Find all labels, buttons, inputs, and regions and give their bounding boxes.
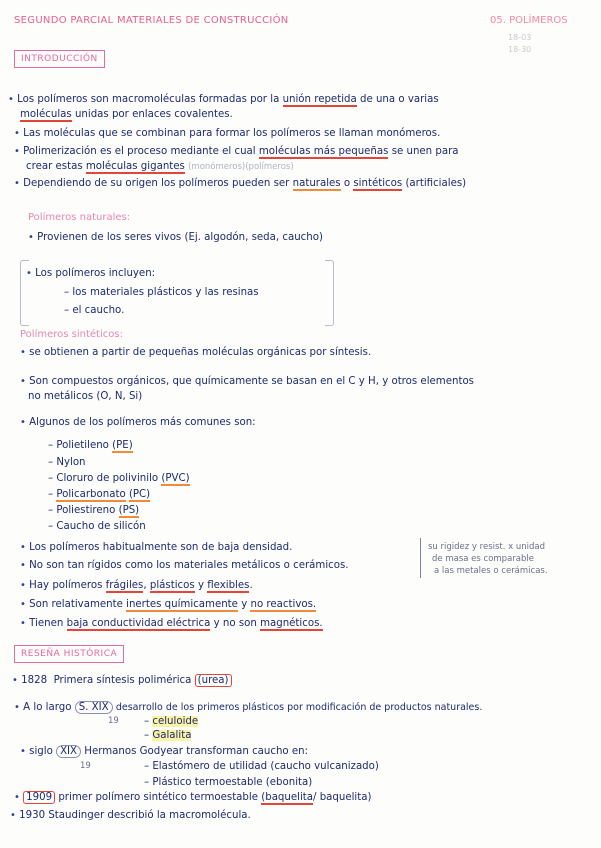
century-note: 19 bbox=[80, 761, 91, 771]
dash-icon: – bbox=[64, 287, 70, 298]
bracket-right bbox=[325, 260, 334, 326]
highlight-span: unión repetida bbox=[282, 94, 357, 105]
polymer-abbr: (PE) bbox=[112, 440, 133, 451]
dash-icon: – bbox=[144, 761, 150, 772]
highlight-span: magnéticos. bbox=[260, 618, 323, 629]
text-span: Son relativamente bbox=[29, 599, 123, 610]
bullet-icon: • bbox=[20, 560, 26, 571]
bullet-icon: • bbox=[20, 542, 26, 553]
history-3 bbox=[20, 746, 308, 757]
bullet-icon: • bbox=[20, 417, 26, 428]
bullet-icon: • bbox=[20, 347, 26, 358]
natural-bullet-1 bbox=[28, 232, 323, 243]
intro-bullet-3 bbox=[14, 146, 459, 157]
bullet-icon: • bbox=[12, 675, 18, 686]
dash-icon: – bbox=[48, 521, 54, 532]
dash-icon: – bbox=[64, 305, 70, 316]
date-line-2: 18-30 bbox=[508, 45, 532, 54]
natural-section-label: Polímeros naturales: bbox=[28, 212, 131, 223]
intro-bullet-1 bbox=[8, 94, 439, 105]
text-span: los materiales plásticos y las resinas bbox=[72, 287, 259, 298]
text-span: Plástico termoestable (ebonita) bbox=[152, 777, 313, 788]
highlight-span: moléculas más pequeñas bbox=[258, 146, 389, 157]
prop-bullet-3: • Hay polímeros frágiles, plásticos y flexibles. bbox=[20, 580, 253, 591]
text-span: Hay polímeros bbox=[29, 580, 103, 591]
text-span: No son tan rígidos como los materiales metálicos o cerámicos. bbox=[29, 560, 349, 571]
text-span: y bbox=[241, 599, 248, 610]
intro-bullet-1-cont bbox=[20, 109, 233, 120]
bullet-icon: • bbox=[20, 580, 26, 591]
text-span: / baquelita) bbox=[313, 792, 372, 803]
highlight-span: Galalita bbox=[152, 730, 192, 741]
text-span: siglo bbox=[29, 746, 53, 757]
text-span: (monómeros)(polímeros) bbox=[188, 162, 294, 172]
bullet-icon: • bbox=[20, 746, 26, 757]
dash-icon: – bbox=[48, 440, 54, 451]
polymer-item bbox=[48, 505, 139, 516]
circled-text: S. XIX bbox=[75, 701, 113, 714]
text-span: Dependiendo de su origen los polímeros pueden ser bbox=[23, 178, 290, 189]
highlight-span: moléculas bbox=[20, 109, 72, 120]
natural-include-2 bbox=[64, 305, 124, 316]
polymer-name: Cloruro de polivinilo bbox=[56, 473, 159, 484]
polymer-item bbox=[48, 457, 86, 468]
text-span: Algunos de los polímeros más comunes son: bbox=[29, 417, 256, 428]
text-span: Las moléculas que se combinan para formar los polímeros se llaman monómeros. bbox=[23, 128, 441, 139]
text-span: Hermanos Godyear transforman caucho en: bbox=[84, 746, 309, 757]
highlight-span: celuloide bbox=[152, 716, 199, 727]
bullet-icon: • bbox=[14, 702, 20, 713]
highlight-span: frágiles bbox=[105, 580, 144, 591]
history-4 bbox=[14, 792, 371, 803]
intro-section-label: INTRODUCCIÓN bbox=[14, 50, 105, 68]
dash-icon: – bbox=[48, 505, 54, 516]
text-span: Staudinger describió la macromolécula. bbox=[48, 810, 251, 821]
text-span: Polimerización es el proceso mediante el cual bbox=[23, 146, 256, 157]
bullet-icon: • bbox=[14, 792, 20, 803]
topic-title: 05. POLÍMEROS bbox=[490, 15, 568, 26]
prop-bullet-5 bbox=[20, 618, 323, 629]
side-brace bbox=[420, 538, 425, 578]
natural-includes bbox=[26, 268, 155, 279]
text-span: unidas por enlaces covalentes. bbox=[74, 109, 233, 120]
history-2 bbox=[14, 702, 482, 713]
history-section-label: RESEÑA HISTÓRICA bbox=[14, 645, 124, 663]
polymer-abbr: (PS) bbox=[118, 505, 140, 516]
text-span: (artificiales) bbox=[405, 178, 467, 189]
polymer-name: Poliestireno bbox=[56, 505, 116, 516]
polymer-name: Nylon bbox=[56, 457, 86, 468]
polymer-item bbox=[48, 473, 190, 484]
polymer-name: Caucho de silicón bbox=[56, 521, 146, 532]
prop-bullet-1 bbox=[20, 542, 292, 553]
bullet-icon: • bbox=[10, 810, 16, 821]
history-1 bbox=[12, 675, 232, 686]
polymer-item bbox=[48, 440, 133, 451]
text-span: y no son bbox=[213, 618, 257, 629]
polymer-item bbox=[48, 489, 150, 500]
prop-bullet-2 bbox=[20, 560, 349, 571]
text-span: Los polímeros son macromoléculas formadas por la bbox=[17, 94, 280, 105]
bullet-icon: • bbox=[8, 94, 14, 105]
text-span: o bbox=[343, 178, 351, 189]
dash-icon: – bbox=[48, 473, 54, 484]
highlight-span: flexibles bbox=[207, 580, 250, 591]
history-2-item-2 bbox=[144, 730, 191, 741]
synthetic-bullet-3 bbox=[20, 417, 256, 428]
intro-bullet-3-cont bbox=[26, 161, 294, 172]
bullet-icon: • bbox=[14, 146, 20, 157]
page-title: SEGUNDO PARCIAL MATERIALES DE CONSTRUCCIÓN bbox=[14, 15, 289, 26]
polymer-abbr: (PC) bbox=[128, 489, 151, 500]
boxed-tag: (urea) bbox=[195, 674, 232, 687]
text-span: A lo largo bbox=[23, 702, 72, 713]
intro-bullet-4 bbox=[14, 178, 466, 189]
bullet-icon: • bbox=[28, 232, 34, 243]
highlight-span: no reactivos. bbox=[250, 599, 317, 610]
side-note-2: de masa es comparable bbox=[432, 554, 534, 564]
history-3-item-1 bbox=[144, 761, 379, 772]
polymer-name: Policarbonato bbox=[56, 489, 126, 500]
natural-include-1 bbox=[64, 287, 259, 298]
text-span: Elastómero de utilidad (caucho vulcanizado) bbox=[152, 761, 379, 772]
text-span: y bbox=[197, 580, 204, 591]
highlight-span: sintéticos bbox=[353, 178, 403, 189]
highlight-span: naturales bbox=[292, 178, 341, 189]
text-span: desarrollo de los primeros plásticos por modificación de productos naturales. bbox=[115, 702, 483, 713]
dash-icon: – bbox=[48, 457, 54, 468]
synthetic-section-label: Polímeros sintéticos: bbox=[20, 329, 123, 340]
text-span: primer polímero sintético termoestable bbox=[58, 792, 258, 803]
dash-icon: – bbox=[144, 730, 150, 741]
text-span: Tienen bbox=[29, 618, 64, 629]
history-2-item-1 bbox=[144, 716, 198, 727]
text-span: crear estas bbox=[26, 161, 83, 172]
highlight-span: moléculas gigantes bbox=[85, 161, 185, 172]
dash-icon: – bbox=[144, 777, 150, 788]
bullet-icon: • bbox=[20, 599, 26, 610]
text-span: de una o varias bbox=[360, 94, 439, 105]
history-5 bbox=[10, 810, 251, 821]
bullet-icon: • bbox=[26, 268, 32, 279]
year: 1828 bbox=[21, 675, 48, 686]
bullet-icon: • bbox=[14, 128, 20, 139]
highlight-span: (baquelita bbox=[261, 792, 314, 803]
synthetic-bullet-2 bbox=[20, 376, 474, 387]
century-note: 19 bbox=[108, 716, 119, 726]
bullet-icon: • bbox=[14, 178, 20, 189]
polymer-abbr: (PVC) bbox=[161, 473, 190, 484]
year: 1930 bbox=[19, 810, 46, 821]
text-span: Primera síntesis polimérica bbox=[53, 675, 192, 686]
highlight-span: baja conductividad eléctrica bbox=[66, 618, 211, 629]
polymer-name: Polietileno bbox=[56, 440, 109, 451]
bullet-icon: • bbox=[20, 618, 26, 629]
bullet-icon: • bbox=[20, 376, 26, 387]
text-span: se unen para bbox=[391, 146, 459, 157]
year: 1909 bbox=[23, 791, 55, 804]
synthetic-bullet-1 bbox=[20, 347, 371, 358]
side-note-3: a las metales o cerámicas. bbox=[434, 566, 548, 576]
text-span: el caucho. bbox=[72, 305, 125, 316]
circled-text: XIX bbox=[56, 745, 81, 758]
text-span: se obtienen a partir de pequeñas moléculas orgánicas por síntesis. bbox=[29, 347, 372, 358]
intro-bullet-2 bbox=[14, 128, 440, 139]
text-span: Provienen de los seres vivos (Ej. algodón, seda, caucho) bbox=[37, 232, 323, 243]
date-line-1: 18-03 bbox=[508, 33, 532, 42]
prop-bullet-4 bbox=[20, 599, 316, 610]
highlight-span: inertes químicamente bbox=[126, 599, 238, 610]
text-span: Los polímeros incluyen: bbox=[35, 268, 156, 279]
highlight-span: plásticos bbox=[149, 580, 195, 591]
text-span: Son compuestos orgánicos, que químicamente se basan en el C y H, y otros elementos bbox=[29, 376, 474, 387]
dash-icon: – bbox=[48, 489, 54, 500]
text-span: Los polímeros habitualmente son de baja densidad. bbox=[29, 542, 293, 553]
polymer-item bbox=[48, 521, 146, 532]
dash-icon: – bbox=[144, 716, 150, 727]
synthetic-bullet-2-cont: no metálicos (O, N, Si) bbox=[28, 391, 143, 402]
side-note-1: su rigidez y resist. x unidad bbox=[428, 542, 546, 552]
history-3-item-2 bbox=[144, 777, 312, 788]
